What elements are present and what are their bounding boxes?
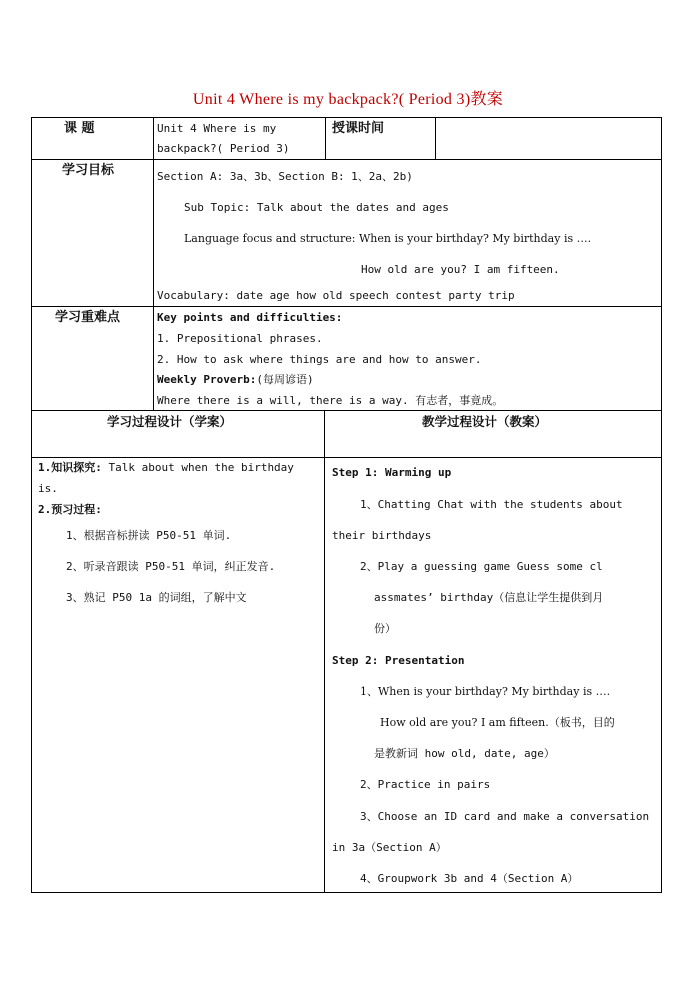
step2-item3-line2: in 3a（Section A） [332,841,447,854]
objectives-language-focus: Language focus and structure: When is your birthday? My birthday is …. [184,232,592,245]
step1-item2-line2: assmates’ birthday（信息让学生提供到月 [374,591,604,604]
proverb-label: Weekly Proverb: [157,373,257,386]
step2-item4: 4、Groupwork 3b and 4（Section A） [360,872,579,885]
preview-item-1: 1、根据音标拼读 P50-51 单词. [66,529,232,542]
topic-line-2: backpack?( Period 3) [157,142,290,155]
proverb-text: Where there is a will, there is a way. 有志者，事竟成。 [157,394,504,407]
knowledge-label: 1.知识探究: [38,461,102,474]
objectives-label: 学习目标 [62,163,115,178]
step1-item2-line3: 份） [374,622,396,635]
objectives-language-focus-2: How old are you? I am fifteen. [361,263,560,276]
knowledge-text: Talk about when the birthday [101,461,294,474]
topic-label: 课 题 [64,121,95,136]
preview-item-3: 3、熟记 P50 1a 的词组，了解中文 [66,591,247,604]
left-knowledge-line [38,461,294,475]
proverb-chinese-label: (每周谚语) [256,373,314,386]
step1-item2-line1: 2、Play a guessing game Guess some cl [360,560,603,573]
step2-item2: 2、Practice in pairs [360,778,491,791]
student-design-header: 学习过程设计（学案） [107,414,233,429]
key-point-2: 2. How to ask where things are and how to answer. [157,353,482,366]
step1-item1-line1: 1、Chatting Chat with the students about [360,498,623,511]
class-time-label: 授课时间 [332,121,385,136]
objectives-section: Section A: 3a、3b、Section B: 1、2a、2b) [157,170,413,183]
step-1-heading: Step 1: Warming up [332,466,452,479]
weekly-proverb [157,373,314,387]
key-points-label: 学习重难点 [55,310,121,325]
page-title: Unit 4 Where is my backpack?( Period 3)教案 [192,91,504,108]
teacher-design-header: 教学过程设计（教案） [422,414,548,429]
topic-line-1: Unit 4 Where is my [157,122,277,135]
step-2-heading: Step 2: Presentation [332,654,465,667]
key-points-heading: Key points and difficulties: [157,311,343,324]
objectives-subtopic: Sub Topic: Talk about the dates and ages [184,201,449,214]
knowledge-text-cont: is. [38,482,58,495]
objectives-vocabulary: Vocabulary: date age how old speech contest party trip [157,289,515,302]
step2-item1-line2: How old are you? I am fifteen.（板书，目的 [380,716,615,729]
preview-item-2: 2、听录音跟读 P50-51 单词，纠正发音. [66,560,276,573]
step2-item3-line1: 3、Choose an ID card and make a conversation [360,810,650,823]
step2-item1-line1: 1、When is your birthday? My birthday is …. [360,685,611,698]
preview-label: 2.预习过程: [38,503,102,516]
step2-item1-line3: 是教新词 how old, date, age） [374,747,555,760]
step1-item1-line2: their birthdays [332,529,432,542]
key-point-1: 1. Prepositional phrases. [157,332,323,345]
